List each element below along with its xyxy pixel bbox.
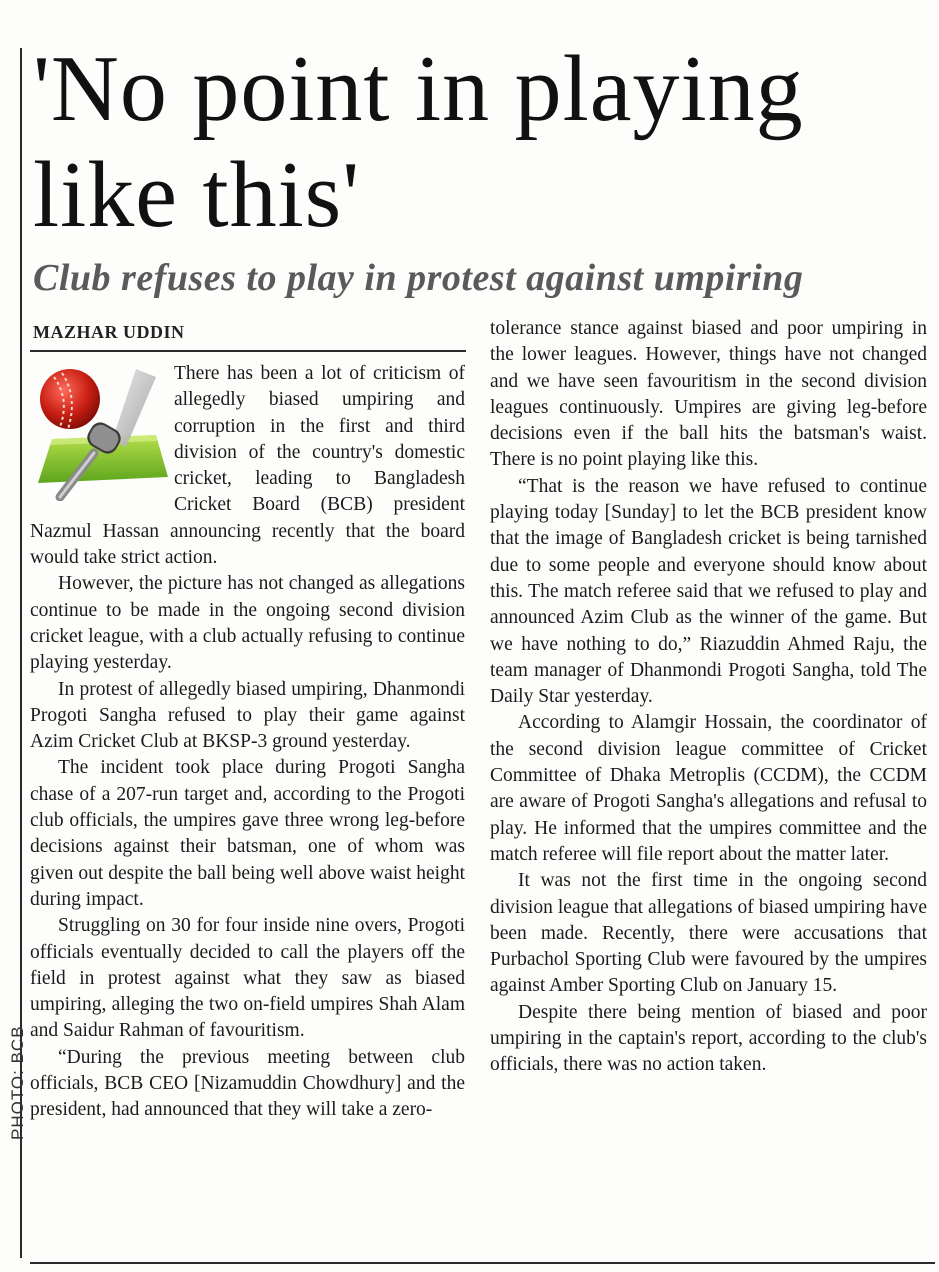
byline-rule	[30, 350, 466, 352]
paragraph: There has been a lot of criticism of allegedly biased umpiring and corruption in the first and third division of the country's domestic cricket, leading to Bangladesh Cricket Board (BCB) president Nazmul Hassan announcing recently that the board would take strict action.	[30, 363, 465, 569]
paragraph: The incident took place during Progoti Sangha chase of a 207-run target and, according to the Progoti club officials, the umpires gave three wrong leg-before decisions against their batsman, one of whom was given out despite the ball being well above waist height during impact.	[30, 757, 465, 910]
headline: 'No point in playing like this'	[33, 37, 804, 247]
subheadline: Club refuses to play in protest against umpiring	[33, 257, 804, 299]
paragraph: However, the picture has not changed as allegations continue to be made in the ongoing second division cricket league, with a club actually refusing to continue playing yesterday.	[30, 573, 465, 674]
paragraph: Struggling on 30 for four inside nine overs, Progoti officials eventually decided to call the players off the field in protest against what they saw as biased umpiring, alleging the two on-field umpires Shah Alam and Saidur Rahman of favouritism.	[30, 915, 465, 1042]
paragraph: “During the previous meeting between club officials, BCB CEO [Nizamuddin Chowdhury] and the president, had announced that they will take a zero-	[30, 1046, 465, 1121]
byline: MAZHAR UDDIN	[33, 322, 185, 342]
paragraph: According to Alamgir Hossain, the coordinator of the second division league committee of Cricket Committee of Dhaka Metroplis (CCDM), the CCDM are aware of Progoti Sangha's allegations and refusal to play. He informed that the umpires committee and the match referee will file report about the matter later.	[490, 712, 927, 865]
paragraph: In protest of allegedly biased umpiring, Dhanmondi Progoti Sangha refused to play their game against Azim Cricket Club at BKSP-3 ground yesterday.	[30, 678, 465, 753]
article-column-right	[490, 316, 927, 1079]
paragraph: It was not the first time in the ongoing second division league that allegations of biased umpiring have been made. Recently, there were accusations that Purbachol Sporting Club were favoured by the umpires against Amber Sporting Club on January 15.	[490, 870, 927, 997]
paragraph: Despite there being mention of biased and poor umpiring in the captain's report, according to the club's officials, there was no action taken.	[490, 1001, 927, 1076]
bottom-rule	[30, 1262, 935, 1264]
article-column-left	[30, 361, 465, 1124]
cricket-ball-microphone-icon	[30, 361, 168, 501]
paragraph: “That is the reason we have refused to continue playing today [Sunday] to let the BCB president know that the image of Bangladesh cricket is being tarnished due to some people and everyone should know about this. The match referee said that we refused to play and announced Azim Club as the winner of the game. But we have nothing to do,” Riazuddin Ahmed Raju, the team manager of Dhanmondi Progoti Sangha, told The Daily Star yesterday.	[490, 475, 927, 708]
paragraph: tolerance stance against biased and poor umpiring in the lower leagues. However, things have not changed and we have seen favouritism in the second division leagues continuously. Umpires are giving leg-before decisions even if the ball hits the batsman's waist. There is no point playing like this.	[490, 318, 927, 471]
photo-credit: PHOTO: BCB	[8, 1025, 27, 1140]
